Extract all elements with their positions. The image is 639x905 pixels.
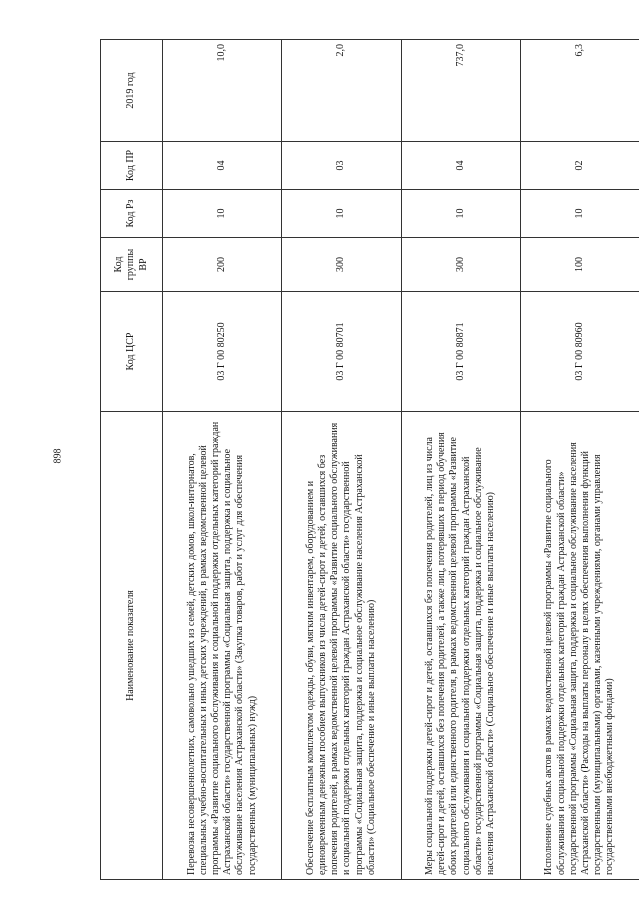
row-vr: 300 bbox=[401, 238, 520, 292]
row-amount: 737,0 bbox=[401, 40, 520, 142]
row-rz: 10 bbox=[401, 190, 520, 238]
table-row bbox=[282, 40, 401, 880]
row-pr: 04 bbox=[401, 142, 520, 190]
row-amount: 6,3 bbox=[520, 40, 639, 142]
header-year: 2019 год bbox=[101, 40, 163, 142]
table-row bbox=[163, 40, 282, 880]
row-amount: 2,0 bbox=[282, 40, 401, 142]
row-rz: 10 bbox=[282, 190, 401, 238]
header-pr: Код ПР bbox=[101, 142, 163, 190]
row-name: Обеспечение бесплатным комплектом одежды, обуви, мягким инвентарем, оборудованием и единовременным денежным пособием выпускников из числа детей-сирот и детей, оставшихся без попечения родителей, в рамках ведомственной целевой программы «Развитие социального обслуживания и социальной поддержки отдельных категорий граждан Астраханской области» государственной программы «Социальная защита, поддержка и социальное обслуживание населения Астраханской области» (Социальное обеспечение и иные выплаты населению) bbox=[282, 412, 401, 880]
table-header-row bbox=[101, 40, 163, 880]
row-name: Исполнение судебных актов в рамках ведомственной целевой программы «Развитие социального обслуживания и социальной поддержки отдельных категорий граждан Астраханской области» государственной программы «Социальная защита, поддержка и социальное обслуживание населения Астраханской области» (Расходы на выплаты персоналу в целях обеспечения выполнения функций государственными (муниципальными) органами, казенными учреждениями, органами управления государственными внебюджетными фондами) bbox=[520, 412, 639, 880]
row-csr: 03 Г 00 80960 bbox=[520, 292, 639, 412]
header-name: Наименование показателя bbox=[101, 412, 163, 880]
rotated-page-area bbox=[100, 40, 639, 880]
row-vr: 100 bbox=[520, 238, 639, 292]
header-rz: Код Рз bbox=[101, 190, 163, 238]
row-csr: 03 Г 00 80871 bbox=[401, 292, 520, 412]
page-number: 898 bbox=[52, 448, 64, 464]
header-vr: Код группы ВР bbox=[101, 238, 163, 292]
row-csr: 03 Г 00 80250 bbox=[163, 292, 282, 412]
row-pr: 04 bbox=[163, 142, 282, 190]
row-amount: 10,0 bbox=[163, 40, 282, 142]
table-row bbox=[401, 40, 520, 880]
row-pr: 02 bbox=[520, 142, 639, 190]
header-csr: Код ЦСР bbox=[101, 292, 163, 412]
row-rz: 10 bbox=[163, 190, 282, 238]
row-vr: 300 bbox=[282, 238, 401, 292]
row-csr: 03 Г 00 80701 bbox=[282, 292, 401, 412]
row-vr: 200 bbox=[163, 238, 282, 292]
row-rz: 10 bbox=[520, 190, 639, 238]
row-pr: 03 bbox=[282, 142, 401, 190]
row-name: Меры социальной поддержки детей-сирот и детей, оставшихся без попечения родителей, лиц из числа детей-сирот и детей, оставшихся без попечения родителей, а также лиц, потерявших в период обучения обоих родителей или единственного родителя, в рамках ведомственной целевой программы «Развитие социального обслуживания и социальной поддержки отдельных категорий граждан Астраханской области» государственной программы «Социальная защита, поддержка и социальное обслуживание населения Астраханской области» (Социальное обеспечение и иные выплаты населению) bbox=[401, 412, 520, 880]
row-name: Перевозка несовершеннолетних, самовольно ушедших из семей, детских домов, школ-интернатов, специальных учебно-воспитательных и иных детских учреждений, в рамках ведомственной целевой программы «Развитие социального обслуживания и социальной поддержки отдельных категорий граждан Астраханской области» государственной программы «Социальная защита, поддержка и социальное обслуживание населения Астраханской области» (Закупка товаров, работ и услуг для обеспечения государственных (муниципальных) нужд) bbox=[163, 412, 282, 880]
table-row bbox=[520, 40, 639, 880]
budget-table bbox=[100, 39, 639, 880]
